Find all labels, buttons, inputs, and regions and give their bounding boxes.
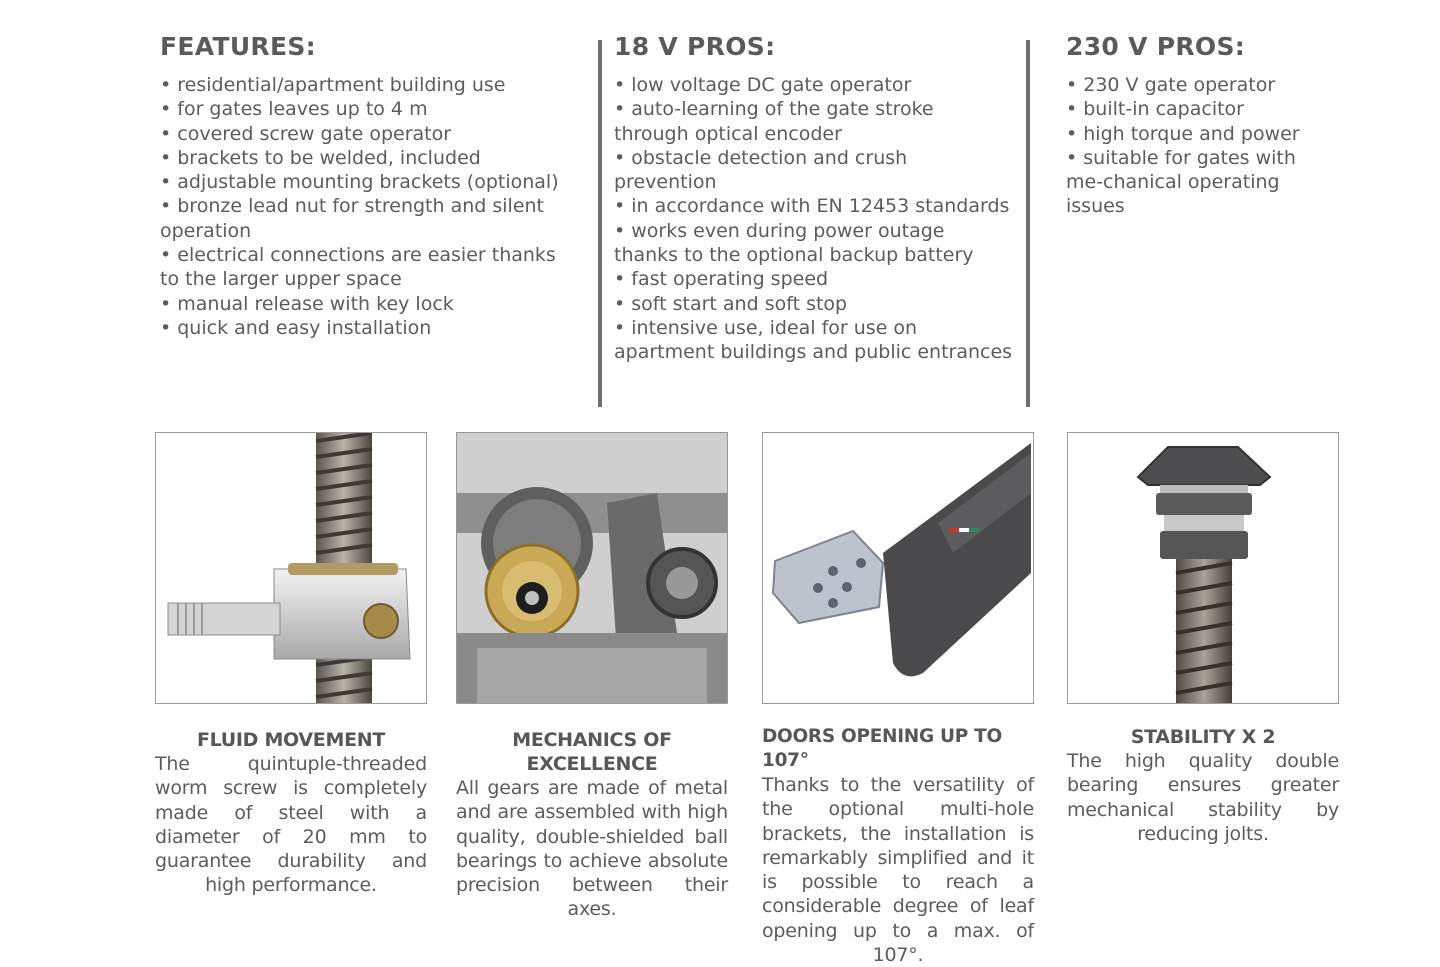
list-item: • auto-learning of the gate stroke through optical encoder <box>614 97 1014 146</box>
card-title: DOORS OPENING UP TO 107° <box>762 726 1002 771</box>
card-text: Thanks to the versatility of the optional multi-hole brackets, the installation is remarkably simplified and it is possible to reach a considerable degree of leaf opening up to a max. of 107°. <box>762 774 1034 967</box>
pros-18v-list <box>614 73 1014 365</box>
pros-230v-list <box>1066 73 1336 219</box>
gears-image <box>456 432 728 704</box>
pros-18v-column <box>614 32 1014 365</box>
card-title: STABILITY X 2 <box>1130 726 1276 748</box>
list-item: • brackets to be welded, included <box>160 146 580 170</box>
list-item: • obstacle detection and crush prevention <box>614 146 1014 195</box>
features-list <box>160 73 580 340</box>
feature-card-fluid-movement <box>155 432 427 898</box>
column-divider <box>1026 40 1030 407</box>
pros-18v-heading: 18 V PROS: <box>614 32 776 61</box>
list-item: • high torque and power <box>1066 122 1336 146</box>
features-column <box>160 32 580 340</box>
list-item: • manual release with key lock <box>160 292 580 316</box>
list-item: • works even during power outage thanks to the optional backup battery <box>614 219 1014 268</box>
list-item: • adjustable mounting brackets (optional) <box>160 170 580 194</box>
list-item: • electrical connections are easier thanks to the larger upper space <box>160 243 580 292</box>
card-title: MECHANICS OF EXCELLENCE <box>512 729 672 775</box>
card-title: FLUID MOVEMENT <box>196 729 386 751</box>
pros-230v-column <box>1066 32 1336 219</box>
feature-card-stability <box>1067 432 1339 846</box>
worm-screw-image <box>155 432 427 704</box>
column-divider <box>598 40 602 407</box>
list-item: • bronze lead nut for strength and silent operation <box>160 194 580 243</box>
list-item: • low voltage DC gate operator <box>614 73 1014 97</box>
double-bearing-image <box>1067 432 1339 704</box>
bracket-image <box>762 432 1034 704</box>
feature-card-doors-opening <box>762 432 1034 967</box>
list-item: • for gates leaves up to 4 m <box>160 97 580 121</box>
list-item: • intensive use, ideal for use on apartment buildings and public entrances <box>614 316 1014 365</box>
card-text: The quintuple-threaded worm screw is completely made of steel with a diameter of 20 mm to guarantee durability and high performance. <box>155 753 427 897</box>
bracket-illustration <box>763 433 1033 703</box>
list-item: • suitable for gates with me-chanical operating issues <box>1066 146 1336 219</box>
list-item: • residential/apartment building use <box>160 73 580 97</box>
card-text: The high quality double bearing ensures greater mechanical stability by reducing jolts. <box>1067 750 1339 845</box>
gears-illustration <box>457 433 727 703</box>
list-item: • quick and easy installation <box>160 316 580 340</box>
list-item: • built-in capacitor <box>1066 97 1336 121</box>
list-item: • covered screw gate operator <box>160 122 580 146</box>
feature-card-mechanics <box>456 432 728 922</box>
list-item: • fast operating speed <box>614 267 1014 291</box>
double-bearing-illustration <box>1068 433 1338 703</box>
list-item: • soft start and soft stop <box>614 292 1014 316</box>
list-item: • in accordance with EN 12453 standards <box>614 194 1014 218</box>
worm-screw-illustration <box>156 433 426 703</box>
card-text: All gears are made of metal and are assembled with high quality, double-shielded ball bearings to achieve absolute precision between their axes. <box>456 777 728 921</box>
features-heading: FEATURES: <box>160 32 316 61</box>
list-item: • 230 V gate operator <box>1066 73 1336 97</box>
pros-230v-heading: 230 V PROS: <box>1066 32 1246 61</box>
